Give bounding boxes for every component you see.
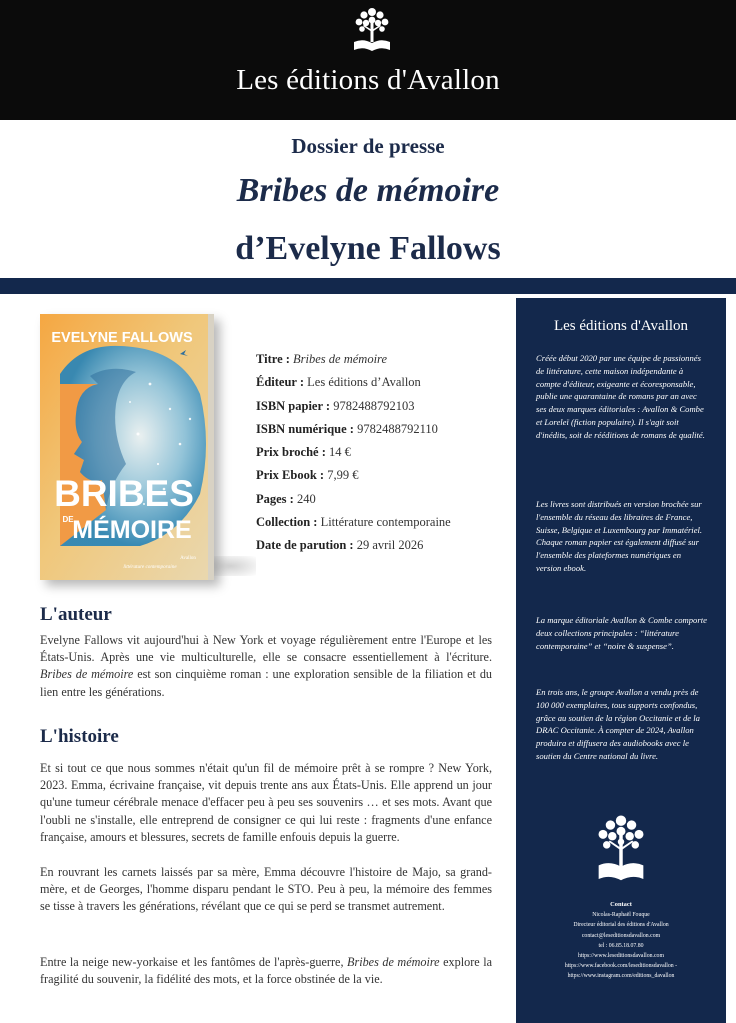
meta-row-title: Titre : Bribes de mémoire [256, 352, 387, 366]
story-paragraph-2: En rouvrant les carnets laissés par sa mère, Emma découvre l'histoire de Majo, sa grand-mère, et de Georges, l'homme disparu pendant le STO. Peu à peu, la mémoire des femmes se tisse à travers les générations, révélant que ce qui se perd se transmet autrement. [40, 865, 492, 914]
meta-row-isbn-digital: ISBN numérique : 9782488792110 [256, 421, 438, 436]
sidebar-paragraph-4: En trois ans, le groupe Avallon a vendu près de 100 000 exemplaires, tous supports confondus, grâce au soutien de la région Occitanie et de la DRAC Occitanie. À compter de 2024, Avallon produira et diffusera des audiobooks avec le soutien du Centre national du livre. [536, 687, 700, 761]
story-paragraph-1: Et si tout ce que nous sommes n'était qu'un fil de mémoire prêt à se rompre ? New York, 2023. Emma, écrivaine française, vit depuis trente ans aux États-Unis. Elle apprend un jour qu'une tumeur cérébrale menace d'effacer peu à peu ses souvenirs … et ses mots. Avant que l'oubli ne s'installe, elle entreprend de consigner ce qui lui reste : fragments d'une enfance française, amours et blessures, secrets de famille enfouis depuis la guerre. [40, 761, 492, 844]
cover-title-de: DE [62, 515, 74, 524]
contact-name: Nicolas-Raphaël Fouque [592, 912, 650, 919]
cover-title-line1: BRIBES [54, 473, 194, 514]
meta-row-publisher: Éditeur : Les éditions d’Avallon [256, 375, 421, 390]
contact-email[interactable]: contact@leseditionsdavallon.com [581, 932, 661, 939]
cover-collection: littérature contemporaine [123, 564, 177, 570]
story-paragraph-3: Entre la neige new-yorkaise et les fantômes de l'après-guerre, Bribes de mémoire explore la fragilité du souvenir, la fidélité des mots, et la force obstinée de la vie. [40, 955, 492, 987]
publisher-sidebar [516, 298, 726, 1023]
meta-row-price-ebook: Prix Ebook : 7,99 € [256, 468, 359, 483]
contact-facebook[interactable]: https://www.facebook.com/leseditionsdavallon - [564, 963, 678, 970]
cover-author: EVELYNE FALLOWS [51, 330, 193, 346]
book-cover-art [40, 314, 214, 580]
divider-band [0, 278, 736, 294]
book-byline: d’Evelyne Fallows [235, 230, 501, 267]
meta-row-release-date: Date de parution : 29 avril 2026 [256, 538, 424, 553]
contact-block [516, 900, 726, 982]
contact-website[interactable]: https://www.leseditionsdavallon.com [578, 953, 664, 960]
contact-instagram[interactable]: https://www.instagram.com/editions_davallon [567, 973, 675, 980]
meta-row-collection: Collection : Littérature contemporaine [256, 515, 451, 530]
tree-book-icon [591, 812, 651, 884]
sidebar-paragraph-3: La marque éditoriale Avallon & Combe comporte deux collections principales : “littérature contemporaine” et “noire & suspense”. [536, 615, 707, 651]
cover-title-line2: MÉMOIRE [72, 516, 192, 544]
tree-book-icon [348, 4, 396, 54]
sidebar-paragraph-2: Les livres sont distribués en version brochée sur l'ensemble du réseau des libraires de France, Suisse, Belgique et Luxembourg par Immatériel. Chaque roman papier est également diffusé sur l'ensemble des plateformes numériques en version ebook. [536, 499, 703, 573]
book-title: Bribes de mémoire [236, 172, 500, 209]
book-cover [40, 314, 214, 580]
book-metadata [256, 348, 506, 558]
meta-row-isbn-paper: ISBN papier : 9782488792103 [256, 398, 415, 413]
contact-phone: tel : 06.85.18.07.80 [598, 942, 644, 949]
sidebar-title: Les éditions d'Avallon [553, 318, 689, 334]
kicker-title: Dossier de presse [291, 134, 445, 158]
contact-role: Directeur éditorial des éditions d'Avallon [573, 922, 669, 929]
story-heading: L'histoire [40, 726, 119, 747]
sidebar-paragraph-1: Créée début 2020 par une équipe de passionnés de littérature, cette maison indépendante à compte d'éditeur, exigeante et écoresponsable, publie une quarantaine de romans par an avec ses deux marques éditoriales : Avallon & Combe et Loreleï (fiction populaire). Il s'agit soit d'inédits, soit de rééditions de romans de qualité. [536, 353, 705, 440]
author-heading: L'auteur [40, 604, 112, 625]
cover-publisher: Avallon [180, 556, 196, 561]
brand-name: Les éditions d'Avallon [236, 64, 500, 96]
meta-row-price-paperback: Prix broché : 14 € [256, 445, 351, 460]
meta-row-pages: Pages : 240 [256, 491, 316, 506]
contact-heading: Contact [610, 901, 632, 908]
header-band [0, 0, 736, 120]
author-paragraph: Evelyne Fallows vit aujourd'hui à New York et voyage régulièrement entre l'Europe et les États-Unis. Après une vie multiculturelle, elle se consacre essentiellement à l'écriture. Bribes de mémoire est son cinquième roman : une exploration sensible de la filiation et du lien entre les générations. [40, 633, 493, 699]
